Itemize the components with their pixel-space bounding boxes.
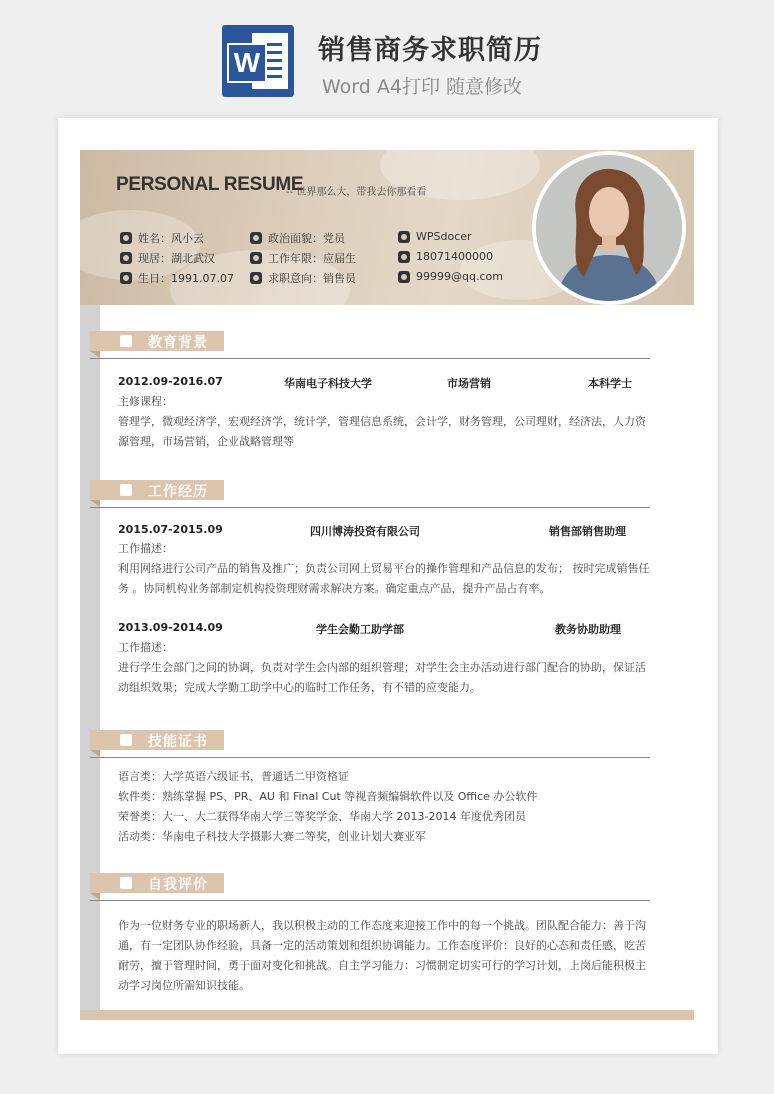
info-intention: 求职意向：销售员	[250, 270, 356, 286]
skill-item: 软件类：熟练掌握 PS、PR、AU 和 Final Cut 等视音频编辑软件以及 Office 办公软件	[118, 790, 538, 803]
party-icon	[250, 232, 262, 244]
skill-item: 语言类：大学英语六级证书，普通话二甲资格证	[118, 770, 349, 783]
skill-item: 荣誉类：大一、大二获得华南大学三等奖学金、华南大学 2013-2014 年度优秀团员	[118, 810, 526, 823]
edu-school: 华南电子科技大学	[284, 377, 372, 390]
edu-date: 2012.09-2016.07	[118, 375, 223, 388]
section-skills-header	[90, 730, 650, 762]
word-logo-letter: W	[227, 43, 267, 83]
briefcase-icon	[250, 252, 262, 264]
job-company: 四川博涛投资有限公司	[310, 525, 420, 538]
section-title: 技能证书	[148, 734, 208, 750]
job-position: 销售部销售助理	[549, 525, 626, 538]
info-experience: 工作年限：应届生	[250, 250, 356, 266]
graduation-cap-icon	[120, 335, 132, 347]
banner-title: 销售商务求职简历	[318, 35, 542, 66]
motto: -- 世界那么大，带我去你那看看	[286, 187, 427, 198]
calendar-icon	[120, 272, 132, 284]
job-position: 教务协助助理	[555, 623, 621, 636]
bottom-decor-bar	[80, 1010, 694, 1020]
info-birthday: 生日：1991.07.07	[120, 270, 234, 286]
top-banner	[0, 0, 774, 118]
job-description: 利用网络进行公司产品的销售及推广；负责公司网上贸易平台的操作管理和产品信息的发布； 按时完成销售任务 。协同机构业务部制定机构投资理财需求解决方案。确定重点产品，提升产品占有率。	[118, 562, 650, 595]
resume-page	[58, 118, 718, 1054]
resume-header	[80, 150, 694, 305]
wechat-icon	[398, 231, 410, 243]
job-company: 学生会勤工助学部	[316, 623, 404, 636]
job-date: 2013.09-2014.09	[118, 621, 223, 634]
section-title: 教育背景	[148, 335, 208, 351]
section-title: 工作经历	[148, 484, 208, 500]
phone-icon	[398, 251, 410, 263]
person-icon	[120, 232, 132, 244]
word-logo-icon	[222, 25, 294, 97]
section-title: 自我评价	[148, 877, 208, 893]
job-description: 进行学生会部门之间的协调，负责对学生会内部的组织管理；对学生会主办活动进行部门配合的协助，保证活动组织效果；完成大学勤工助学中心的临时工作任务，有不错的应变能力。	[118, 661, 646, 694]
info-political: 政治面貌：党员	[250, 230, 345, 246]
section-work-header	[90, 480, 650, 512]
section-self-header	[90, 873, 650, 905]
edu-major: 市场营销	[447, 377, 491, 390]
skill-item: 活动类：华南电子科技大学摄影大赛二等奖，创业计划大赛亚军	[118, 830, 426, 843]
profile-photo	[532, 151, 686, 305]
job-label: 工作描述：	[118, 641, 173, 654]
info-wechat: WPSdocer	[398, 230, 472, 243]
home-icon	[120, 252, 132, 264]
edu-degree: 本科学士	[588, 377, 632, 390]
user-icon	[120, 877, 132, 889]
banner-subtitle: Word A4打印 随意修改	[322, 76, 523, 98]
job-date: 2015.07-2015.09	[118, 523, 223, 536]
job-label: 工作描述：	[118, 542, 173, 555]
resume-title: PERSONAL RESUME	[116, 174, 304, 195]
bar-chart-icon	[120, 484, 132, 496]
mail-icon	[398, 271, 410, 283]
section-education-header	[90, 331, 650, 363]
edu-label: 主修课程：	[118, 395, 173, 408]
info-phone: 18071400000	[398, 250, 493, 263]
self-evaluation-text: 作为一位财务专业的职场新人，我以积极主动的工作态度来迎接工作中的每一个挑战。团队配合能力：善于沟通，有一定团队协作经验，具备一定的活动策划和组织协调能力。工作态度评价：良好的心态和责任感，吃苦耐劳，擅于管理时间，勇于面对变化和挑战。自主学习能力：习惯制定切实可行的学习计划，上岗后能积极主动学习岗位所需知识技能。	[118, 919, 646, 992]
target-icon	[250, 272, 262, 284]
tag-icon	[120, 734, 132, 746]
info-residence: 现居：湖北武汉	[120, 250, 215, 266]
info-email: 99999@qq.com	[398, 270, 503, 283]
info-name: 姓名：风小云	[120, 230, 204, 246]
edu-courses: 管理学，微观经济学，宏观经济学，统计学，管理信息系统，会计学，财务管理，公司理财，经济法，人力资源管理，市场营销，企业战略管理等	[118, 415, 646, 448]
